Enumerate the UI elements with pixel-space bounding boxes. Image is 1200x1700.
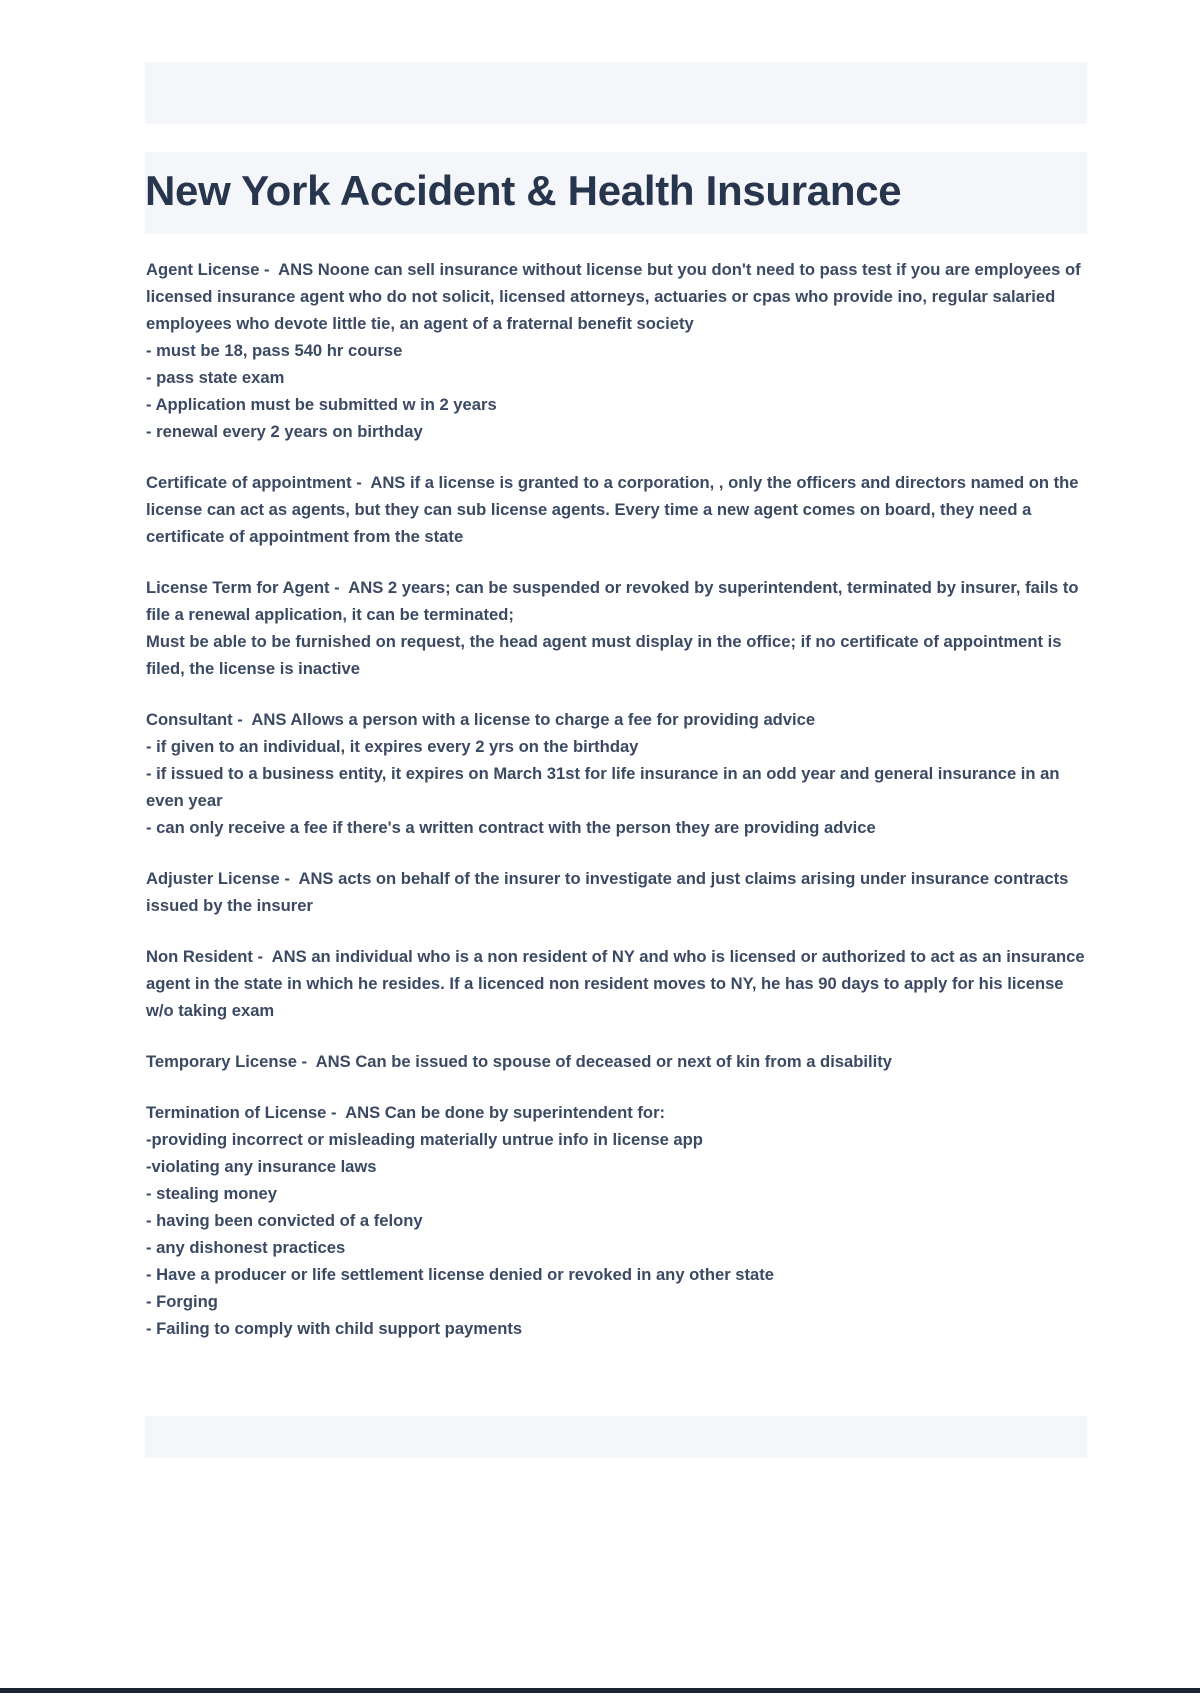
section-line: -violating any insurance laws (146, 1157, 377, 1176)
section-license-term-for-agent (146, 574, 1086, 682)
section-line: - stealing money (146, 1184, 277, 1203)
section-agent-license (146, 256, 1086, 445)
section-line: - Application must be submitted w in 2 years (146, 395, 497, 414)
section-line: - any dishonest practices (146, 1238, 346, 1257)
document-body (146, 256, 1090, 1342)
footer-rule (0, 1688, 1200, 1693)
section-line: License Term for Agent - ANS 2 years; can be suspended or revoked by superintendent, terminated by insurer, fails to file a renewal application, it can be terminated; (146, 578, 1084, 624)
footer-band (145, 1416, 1087, 1458)
section-termination-of-license (146, 1099, 1086, 1342)
section-consultant (146, 706, 1086, 841)
page-title: New York Accident & Health Insurance (145, 167, 902, 214)
section-line: Agent License - ANS Noone can sell insurance without license but you don't need to pass test if you are employees of licensed insurance agent who do not solicit, licensed attorneys, actuaries or cpas who provide ino, regular salaried employees who devote little tie, an agent of a fraternal benefit society (146, 260, 1086, 333)
section-line: Non Resident - ANS an individual who is a non resident of NY and who is licensed or authorized to act as an insurance agent in the state in which he resides. If a licenced non resident moves to NY, he has 90 days to apply for his license w/o taking exam (146, 947, 1090, 1020)
header-band (145, 62, 1087, 124)
section-line: - renewal every 2 years on birthday (146, 422, 423, 441)
section-line: - having been convicted of a felony (146, 1211, 423, 1230)
section-certificate-of-appointment (146, 469, 1086, 550)
section-line: - must be 18, pass 540 hr course (146, 341, 403, 360)
section-line: - pass state exam (146, 368, 285, 387)
section-line: - Have a producer or life settlement license denied or revoked in any other state (146, 1265, 774, 1284)
section-line: -providing incorrect or misleading materially untrue info in license app (146, 1130, 703, 1149)
section-line: - if issued to a business entity, it expires on March 31st for life insurance in an odd year and general insurance in an even year (146, 764, 1065, 810)
section-line: - if given to an individual, it expires every 2 yrs on the birthday (146, 737, 639, 756)
section-line: Adjuster License - ANS acts on behalf of the insurer to investigate and just claims arising under insurance contracts issued by the insurer (146, 869, 1074, 915)
section-line: Must be able to be furnished on request, the head agent must display in the office; if no certificate of appointment is filed, the license is inactive (146, 632, 1067, 678)
section-line: Consultant - ANS Allows a person with a license to charge a fee for providing advice (146, 710, 816, 729)
section-adjuster-license (146, 865, 1086, 919)
section-line: - Failing to comply with child support payments (146, 1319, 523, 1338)
section-temporary-license (146, 1048, 1086, 1075)
section-line: - can only receive a fee if there's a written contract with the person they are providing advice (146, 818, 876, 837)
section-line: Termination of License - ANS Can be done by superintendent for: (146, 1103, 666, 1122)
section-line: Certificate of appointment - ANS if a license is granted to a corporation, , only the officers and directors named on the license can act as agents, but they can sub license agents. Every time a new agent comes on board, they need a certificate of appointment from the state (146, 473, 1084, 546)
section-line: - Forging (146, 1292, 218, 1311)
section-non-resident (146, 943, 1090, 1024)
section-line: Temporary License - ANS Can be issued to spouse of deceased or next of kin from a disability (146, 1052, 892, 1071)
